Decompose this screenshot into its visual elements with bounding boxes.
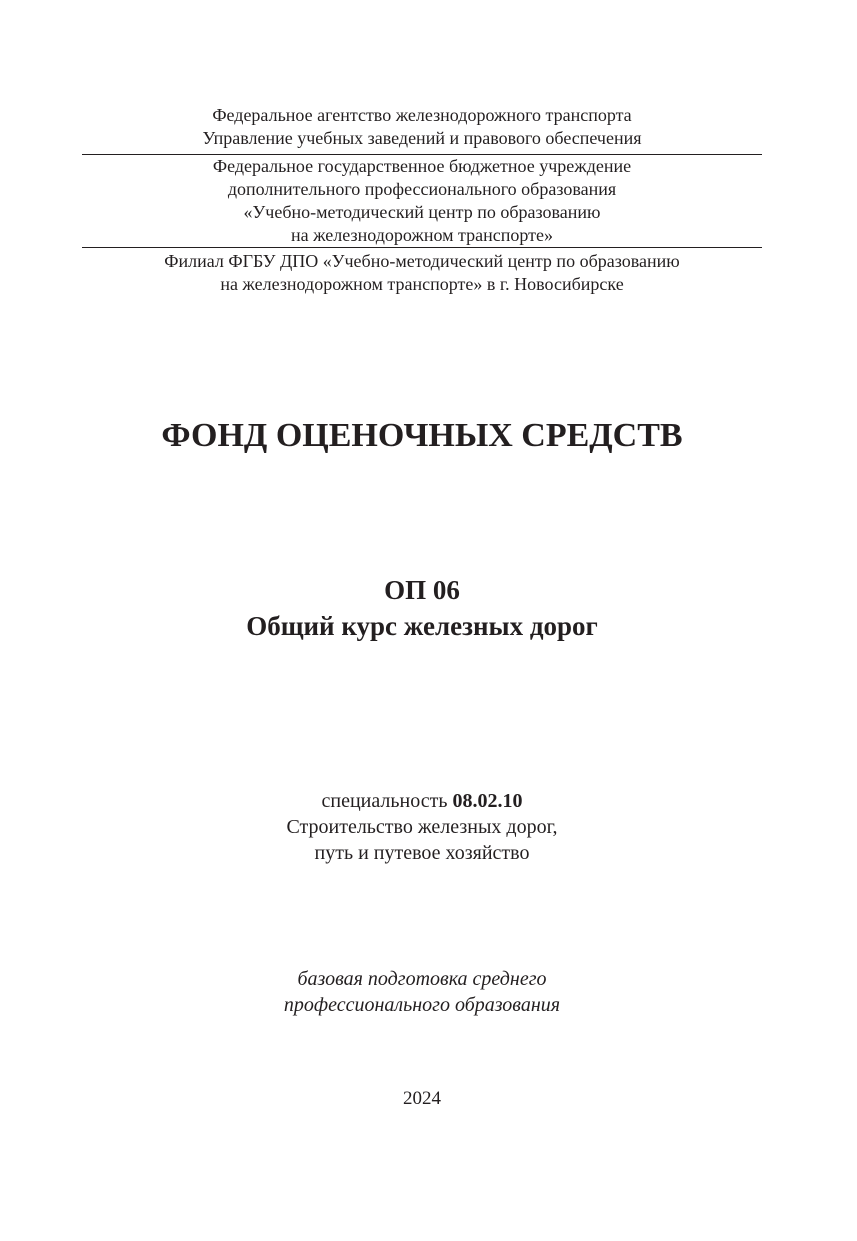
branch-line: на железнодорожном транспорте» в г. Новосибирске xyxy=(220,274,624,294)
agency-block xyxy=(82,104,762,150)
institution-line: дополнительного профессионального образования xyxy=(227,179,617,199)
specialty-name-line: Строительство железных дорог, xyxy=(286,816,558,838)
training-level-line: профессионального образования xyxy=(283,994,561,1016)
subject-code: ОП 06 xyxy=(384,575,460,605)
branch-line: Филиал ФГБУ ДПО «Учебно-методический центр по образованию xyxy=(164,251,680,271)
year-block xyxy=(82,1086,762,1112)
branch-block xyxy=(82,250,762,296)
specialty-code: 08.02.10 xyxy=(452,790,523,812)
agency-line: Федеральное агентство железнодорожного транспорта xyxy=(212,105,632,125)
institution-block xyxy=(82,155,762,247)
specialty-heading xyxy=(82,788,762,814)
training-level-line: базовая подготовка среднего xyxy=(297,968,547,990)
institution-line: Федеральное государственное бюджетное учреждение xyxy=(212,156,632,176)
page-title: ФОНД ОЦЕНОЧНЫХ СРЕДСТВ xyxy=(161,417,683,454)
divider xyxy=(82,247,762,248)
institution-line: «Учебно-методический центр по образованию xyxy=(243,202,601,222)
specialty-name-line: путь и путевое хозяйство xyxy=(314,842,530,864)
subject-block xyxy=(82,572,762,644)
training-level-block xyxy=(82,966,762,1018)
specialty-block xyxy=(82,788,762,866)
subject-name: Общий курс железных дорог xyxy=(246,611,598,641)
publication-year: 2024 xyxy=(403,1088,441,1109)
specialty-label: специальность xyxy=(321,790,453,812)
institution-line: на железнодорожном транспорте» xyxy=(290,225,553,245)
agency-line: Управление учебных заведений и правового обеспечения xyxy=(202,128,642,148)
